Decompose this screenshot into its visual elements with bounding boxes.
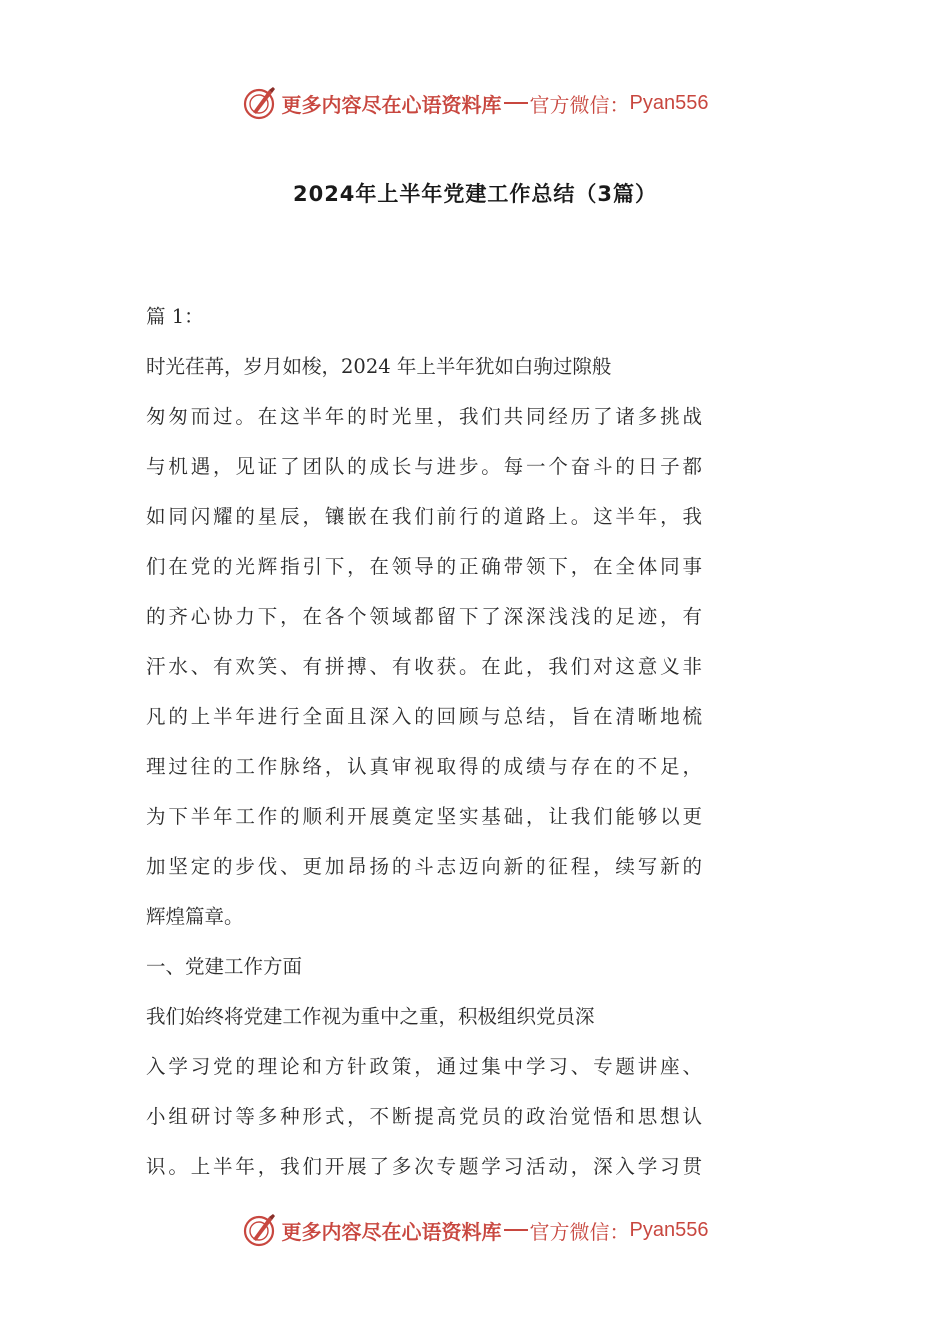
body-text-line: 匆匆而过。在这半年的时光里，我们共同经历了诸多挑战 xyxy=(146,405,702,428)
pen-circle-logo-icon xyxy=(242,1212,278,1248)
body-text-line: 小组研讨等多种形式，不断提高党员的政治觉悟和思想认 xyxy=(146,1105,702,1128)
body-text-line: 一、党建工作方面 xyxy=(146,955,303,978)
body-text-line: 如同闪耀的星辰，镶嵌在我们前行的道路上。这半年，我 xyxy=(146,505,702,528)
banner-dash xyxy=(504,102,528,104)
body-text-line: 辉煌篇章。 xyxy=(146,905,244,928)
body-text-line: 为下半年工作的顺利开展奠定坚实基础，让我们能够以更 xyxy=(146,805,702,828)
body-text-line: 时光荏苒，岁月如梭，2024 年上半年犹如白驹过隙般 xyxy=(146,355,612,378)
body-text-line: 汗水、有欢笑、有拼搏、有收获。在此，我们对这意义非 xyxy=(146,655,702,678)
banner-contact-id: Pyan556 xyxy=(629,1218,709,1241)
banner-library-text: 更多内容尽在心语资料库 xyxy=(281,1219,502,1244)
header-banner xyxy=(0,83,950,123)
banner-contact-label: 官方微信： xyxy=(529,1219,630,1244)
body-text-line: 理过往的工作脉络，认真审视取得的成绩与存在的不足， xyxy=(146,755,702,778)
body-text-line: 的齐心协力下，在各个领域都留下了深深浅浅的足迹，有 xyxy=(146,605,702,628)
body-text-line: 篇 1： xyxy=(146,305,204,328)
document-body xyxy=(146,297,706,1197)
banner-library-text: 更多内容尽在心语资料库 xyxy=(281,92,502,117)
body-text-line: 加坚定的步伐、更加昂扬的斗志迈向新的征程，续写新的 xyxy=(146,855,702,878)
banner-contact-label: 官方微信： xyxy=(529,92,630,117)
banner-dash xyxy=(504,1229,528,1231)
body-text-line: 与机遇，见证了团队的成长与进步。每一个奋斗的日子都 xyxy=(146,455,702,478)
body-text-line: 凡的上半年进行全面且深入的回顾与总结，旨在清晰地梳 xyxy=(146,705,702,728)
banner-contact-id: Pyan556 xyxy=(629,91,709,114)
document-title: 2024年上半年党建工作总结（3篇） xyxy=(292,182,658,206)
footer-banner xyxy=(0,1210,950,1250)
body-text-line: 们在党的光辉指引下，在领导的正确带领下，在全体同事 xyxy=(146,555,702,578)
body-text-line: 识。上半年，我们开展了多次专题学习活动，深入学习贯 xyxy=(146,1155,702,1178)
pen-circle-logo-icon xyxy=(242,85,278,121)
body-text-line: 入学习党的理论和方针政策，通过集中学习、专题讲座、 xyxy=(146,1055,702,1078)
body-text-line: 我们始终将党建工作视为重中之重，积极组织党员深 xyxy=(146,1005,595,1028)
